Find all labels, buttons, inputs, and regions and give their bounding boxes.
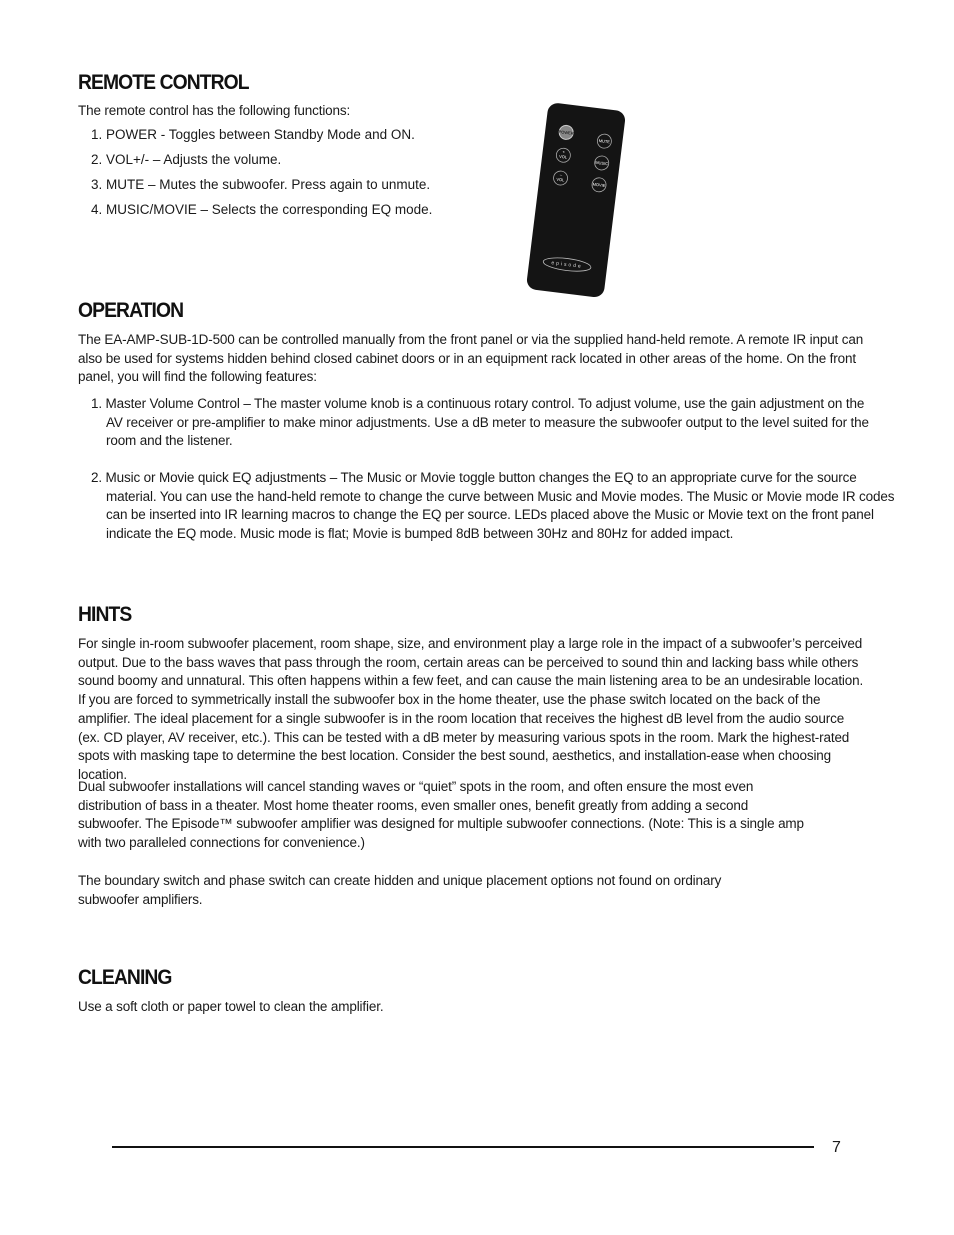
operation-intro: The EA-AMP-SUB-1D-500 can be controlled manually from the front panel or via the supplied hand-held remote. A remote IR input can also be used for systems hidden behind closed cabinet doors or in an equipment rack located in other areas of the home. On the front panel, you will find the following features:: [78, 332, 864, 385]
cleaning-text: Use a soft cloth or paper towel to clean the amplifier.: [78, 999, 384, 1014]
hints-paragraph-1: For single in-room subwoofer placement, room shape, size, and environment play a large role in the impact of a subwoofer’s perceived output. Due to the bass waves that pass through the room, certain areas can be perceived to sound thin and lacking bass while others sound boomy and unnatural. This often happens within a few feet, and can cause the main listening area to be an undesirable location. If you are forced to symmetrically install the subwoofer box in the home theater, use the phase switch located on the back of the amplifier. The ideal placement for a single subwoofer is in the room location that receives the highest dB level from the audio source (ex. CD player, AV receiver, etc.). This can be tested with a dB meter by measuring various spots in the room. Mark the highest-rated spots with masking tape to determine the best location. Consider the best sound, aesthetics, and installation-ease when choosing location.: [78, 636, 864, 782]
list-item: 3. MUTE – Mutes the subwoofer. Press again to unmute.: [91, 177, 431, 192]
hints-heading: HINTS: [78, 603, 132, 626]
brand-logo: episode: [551, 260, 584, 270]
remote-control-intro: The remote control has the following functions:: [78, 103, 351, 118]
list-item: 1. POWER - Toggles between Standby Mode and ON.: [91, 127, 415, 142]
list-item: 2. Music or Movie quick EQ adjustments – The Music or Movie toggle button changes the EQ to an appropriate curve for the source material. You can use the hand-held remote to change the curve between Music and Movie modes. The Music or Movie mode IR codes can be inserted into IR learning macros to change the EQ per source. LEDs placed above the Music or Movie text on the front panel indicate the EQ mode. Music mode is flat; Movie is bumped 8dB between 30Hz and 80Hz for added impact.: [91, 470, 895, 542]
power-button-label: POWER: [558, 129, 574, 136]
mute-button-label: MUTE: [598, 137, 611, 145]
vol-down-label: VOL: [556, 176, 565, 183]
footer-rule: [112, 1146, 814, 1148]
operation-heading: OPERATION: [78, 299, 184, 322]
vol-up-symbol: +: [562, 149, 566, 155]
vol-down-symbol: –: [559, 171, 563, 178]
hints-paragraph-2: Dual subwoofer installations will cancel standing waves or “quiet” spots in the room, and often ensure the most even distribution of bass in a theater. Most home theater rooms, even smaller ones, benefit greatly from adding a second subwoofer. The Episode™ subwoofer amplifier was designed for multiple subwoofer connections. (Note: This is a single amp with two paralleled connections for convenience.): [78, 779, 804, 851]
remote-control-heading: REMOTE CONTROL: [78, 71, 249, 94]
movie-button-label: MOVIE: [592, 181, 606, 189]
remote-functions-list: [91, 126, 511, 226]
list-item: 4. MUSIC/MOVIE – Selects the corresponding EQ mode.: [91, 202, 433, 217]
vol-up-label: VOL: [558, 153, 568, 160]
list-item: 2. VOL+/- – Adjusts the volume.: [91, 152, 282, 167]
hints-paragraph-3: The boundary switch and phase switch can create hidden and unique placement options not found on ordinary subwoofer amplifiers.: [78, 873, 722, 907]
remote-control-image: [515, 100, 635, 300]
cleaning-heading: CLEANING: [78, 966, 172, 989]
page-number: 7: [832, 1139, 841, 1156]
list-item: 1. Master Volume Control – The master volume knob is a continuous rotary control. To adjust volume, use the gain adjustment on the AV receiver or pre-amplifier to make minor adjustments. Use a dB meter to measure the subwoofer output to the level suited for the room and the listener.: [91, 396, 869, 449]
music-button-label: MUSIC: [595, 159, 609, 167]
